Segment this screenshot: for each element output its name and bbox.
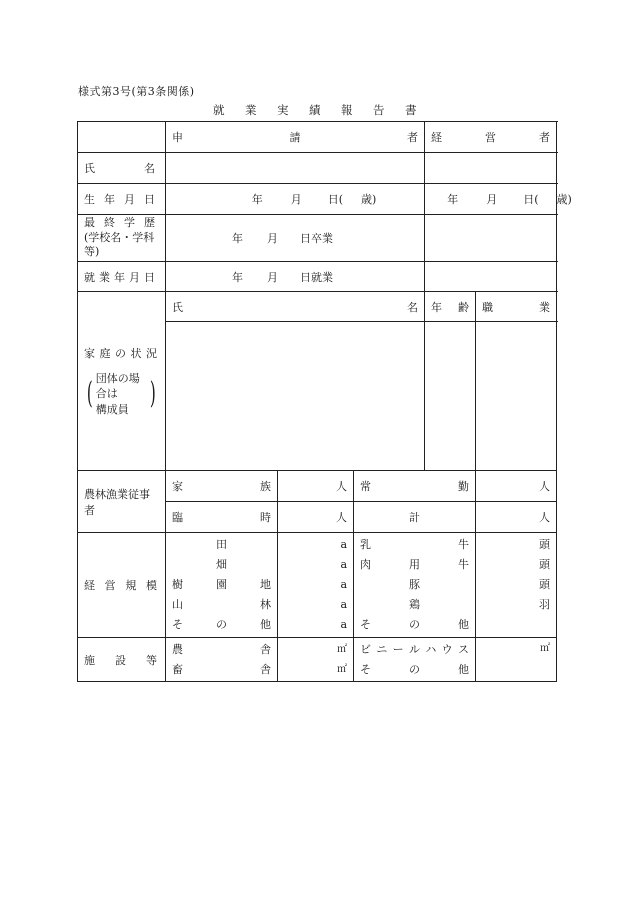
education-row xyxy=(78,215,557,262)
date-part: 月 xyxy=(486,193,498,206)
header-char: 申 xyxy=(172,131,183,144)
list-item xyxy=(172,615,271,635)
item-char: 畜 xyxy=(172,662,183,676)
unit: 人 xyxy=(539,511,551,524)
form-number: 様式第3号(第3条関係) xyxy=(78,85,195,98)
unit: 人 xyxy=(539,480,551,493)
item-char: 山 xyxy=(172,598,183,611)
label-char: 計 xyxy=(409,511,420,524)
unit: a xyxy=(340,538,347,551)
list-item xyxy=(172,660,271,680)
label-char: 生 xyxy=(84,193,95,206)
date-part: 月 xyxy=(267,232,278,245)
label-char: 業 xyxy=(99,270,110,284)
item-char: ハ xyxy=(425,642,437,656)
item-char: 林 xyxy=(260,598,271,611)
item-char: 他 xyxy=(260,618,271,631)
workers-label: 農林漁業従事者 xyxy=(78,471,166,533)
date-part: 日就業 xyxy=(300,270,333,284)
item-char: 豚 xyxy=(409,578,420,591)
header-char: 業 xyxy=(539,300,551,314)
list-item xyxy=(360,535,469,555)
label-char: 営 xyxy=(104,579,116,592)
list-item xyxy=(172,535,271,555)
title-char: 報 xyxy=(341,103,353,117)
label-char: 等 xyxy=(146,653,157,667)
unit: 人 xyxy=(336,480,347,493)
label-char: 歴 xyxy=(144,215,155,229)
label-char: 状 xyxy=(130,346,142,360)
date-part: 日卒業 xyxy=(300,232,333,245)
date-part: 年 xyxy=(232,270,243,284)
operator-name-field[interactable] xyxy=(425,153,557,184)
header-row xyxy=(78,122,557,153)
label-char: 年 xyxy=(104,193,115,206)
item-char: 園 xyxy=(216,578,227,591)
item-char: 畑 xyxy=(216,558,227,571)
right-bracket-icon: ) xyxy=(150,375,157,411)
label-char: 常 xyxy=(360,480,371,493)
label-char: 況 xyxy=(146,346,157,360)
item-char: 他 xyxy=(458,618,469,631)
applicant-education-field[interactable] xyxy=(166,215,425,262)
label-char: 学 xyxy=(124,215,135,229)
facilities-left-values[interactable] xyxy=(278,638,354,682)
header-char: 営 xyxy=(485,131,497,144)
item-char: ル xyxy=(408,642,420,656)
title-char: 実 xyxy=(277,103,289,117)
item-char: 牛 xyxy=(458,558,469,571)
label-char: 設 xyxy=(115,653,126,667)
list-item xyxy=(360,640,469,660)
list-item xyxy=(360,595,469,615)
date-part: 日( xyxy=(523,193,539,206)
applicant-header xyxy=(166,122,425,153)
list-item xyxy=(360,615,469,635)
date-part: 日( xyxy=(327,193,343,206)
unit: ㎡ xyxy=(540,643,551,654)
name-row xyxy=(78,153,557,184)
label-char: の xyxy=(115,346,126,360)
item-char: ウ xyxy=(441,642,453,656)
title-char: 書 xyxy=(405,103,417,117)
list-item xyxy=(172,640,271,660)
facilities-label xyxy=(78,638,166,682)
label-char: 日 xyxy=(144,270,155,284)
temporary-workers-label xyxy=(166,502,278,533)
label-char: 族 xyxy=(260,480,271,493)
form-title xyxy=(0,102,630,118)
total-workers-field[interactable] xyxy=(476,502,557,533)
education-label xyxy=(78,215,166,262)
unit: 頭 xyxy=(539,538,551,551)
employment-date-label xyxy=(78,262,166,292)
item-char: 用 xyxy=(409,558,420,571)
facilities-row xyxy=(78,638,557,682)
label-char: 最 xyxy=(84,215,95,229)
header-char: 請 xyxy=(289,131,301,144)
date-part: 歳) xyxy=(361,193,377,206)
item-char: そ xyxy=(172,618,183,631)
operator-employment-date-field[interactable] xyxy=(425,262,557,292)
label-char: 月 xyxy=(124,193,135,206)
family-note-line1: 団体の場合は xyxy=(95,371,140,401)
unit: 羽 xyxy=(539,598,551,611)
item-char: 肉 xyxy=(360,558,371,571)
regular-workers-field[interactable] xyxy=(476,471,557,502)
workers-row-1 xyxy=(78,471,557,502)
label-char: 臨 xyxy=(172,511,183,524)
item-char: 他 xyxy=(458,662,469,676)
family-occupation-header xyxy=(476,292,557,322)
item-char: の xyxy=(409,618,420,631)
header-blank-cell xyxy=(78,122,166,153)
label-char: 時 xyxy=(260,511,271,524)
label-char: 月 xyxy=(129,270,140,284)
label-char: 勤 xyxy=(458,480,470,493)
item-char: ス xyxy=(457,642,469,656)
header-char: 齢 xyxy=(458,300,470,314)
header-char: 名 xyxy=(407,300,419,314)
item-char: そ xyxy=(360,618,371,631)
scale-row xyxy=(78,533,557,638)
family-age-header xyxy=(425,292,476,322)
header-char: 職 xyxy=(482,300,494,314)
family-note xyxy=(84,371,159,417)
title-char: 績 xyxy=(309,103,321,117)
applicant-employment-date-field[interactable] xyxy=(166,262,425,292)
scale-left-items xyxy=(166,533,278,638)
unit: a xyxy=(340,598,347,611)
date-part: 年 xyxy=(232,232,243,245)
label-char: 庭 xyxy=(99,346,111,360)
scale-label xyxy=(78,533,166,638)
scale-left-values[interactable] xyxy=(278,533,354,638)
label-char: 規 xyxy=(125,579,137,592)
list-item xyxy=(360,575,469,595)
label-char: 家 xyxy=(172,480,183,493)
label-char: 家 xyxy=(84,346,95,360)
unit: a xyxy=(340,558,347,571)
unit: a xyxy=(340,578,347,591)
regular-workers-label xyxy=(354,471,476,502)
family-occupation-field[interactable] xyxy=(476,322,557,471)
facilities-left-items xyxy=(166,638,278,682)
employment-date-row xyxy=(78,262,557,292)
birthdate-label xyxy=(78,184,166,215)
education-label-line2: (学校名・学科 xyxy=(84,230,155,244)
unit xyxy=(482,615,550,635)
list-item xyxy=(172,575,271,595)
family-workers-label xyxy=(166,471,278,502)
total-workers-label xyxy=(354,502,476,533)
header-char: 者 xyxy=(407,131,418,144)
item-char: 舎 xyxy=(260,662,271,676)
name-label xyxy=(78,153,166,184)
label-char: 終 xyxy=(104,215,115,229)
education-label-line3: 等) xyxy=(84,245,100,259)
operator-birthdate-field[interactable] xyxy=(425,184,572,215)
list-item xyxy=(360,555,469,575)
item-char: 農 xyxy=(172,642,183,656)
family-note-line2: 構成員 xyxy=(95,402,129,416)
unit: ㎡ xyxy=(337,663,347,675)
facilities-right-values[interactable] xyxy=(476,638,557,682)
operator-education-field[interactable] xyxy=(425,215,557,262)
family-label xyxy=(78,292,166,471)
applicant-name-field[interactable] xyxy=(166,153,425,184)
list-item xyxy=(172,595,271,615)
item-char: ニ xyxy=(376,642,388,656)
unit: ㎡ xyxy=(337,643,347,655)
item-char: 鶏 xyxy=(409,598,420,611)
date-part: 月 xyxy=(290,193,302,206)
left-bracket-icon: ( xyxy=(86,375,93,411)
item-char: 田 xyxy=(216,538,227,551)
header-char: 者 xyxy=(539,131,551,144)
list-item xyxy=(172,555,271,575)
unit: 人 xyxy=(336,511,347,524)
item-char: ー xyxy=(392,642,404,656)
temporary-workers-field[interactable] xyxy=(278,502,354,533)
date-part: 年 xyxy=(447,193,459,206)
label-char: 氏 xyxy=(84,162,95,175)
label-char: 年 xyxy=(114,270,125,284)
item-char: の xyxy=(409,662,420,676)
list-item xyxy=(360,660,469,680)
header-char: 経 xyxy=(431,131,443,144)
date-part: 年 xyxy=(251,193,263,206)
family-header-row xyxy=(78,292,557,322)
item-char: 舎 xyxy=(260,642,271,656)
item-char: 乳 xyxy=(360,538,371,551)
family-workers-field[interactable] xyxy=(278,471,354,502)
label-char: 模 xyxy=(145,579,157,592)
unit: a xyxy=(340,618,347,631)
label-char: 名 xyxy=(144,162,155,175)
scale-right-values[interactable] xyxy=(476,533,557,638)
label-char: 施 xyxy=(84,653,95,667)
title-char: 業 xyxy=(245,103,257,117)
family-name-field[interactable] xyxy=(166,322,425,471)
operator-header xyxy=(425,122,557,153)
header-char: 年 xyxy=(431,300,443,314)
unit: 頭 xyxy=(539,578,551,591)
facilities-right-items xyxy=(354,638,476,682)
date-part: 月 xyxy=(267,270,278,284)
title-char: 告 xyxy=(373,103,385,117)
item-char: そ xyxy=(360,662,371,676)
item-char: ビ xyxy=(360,642,371,656)
header-char: 氏 xyxy=(172,300,183,314)
label-char: 経 xyxy=(84,579,95,592)
report-table xyxy=(77,121,572,682)
scale-right-items xyxy=(354,533,476,638)
date-part: 歳) xyxy=(556,193,572,206)
item-char: 牛 xyxy=(458,538,470,551)
birthdate-row xyxy=(78,184,557,215)
item-char: 樹 xyxy=(172,578,183,591)
applicant-birthdate-field[interactable] xyxy=(166,184,425,215)
label-char: 日 xyxy=(144,193,155,206)
title-char: 就 xyxy=(213,103,225,117)
family-age-field[interactable] xyxy=(425,322,476,471)
unit: 頭 xyxy=(539,558,551,571)
item-char: 地 xyxy=(260,578,271,591)
family-name-header xyxy=(166,292,425,322)
label-char: 就 xyxy=(84,270,95,284)
item-char: の xyxy=(216,618,227,631)
